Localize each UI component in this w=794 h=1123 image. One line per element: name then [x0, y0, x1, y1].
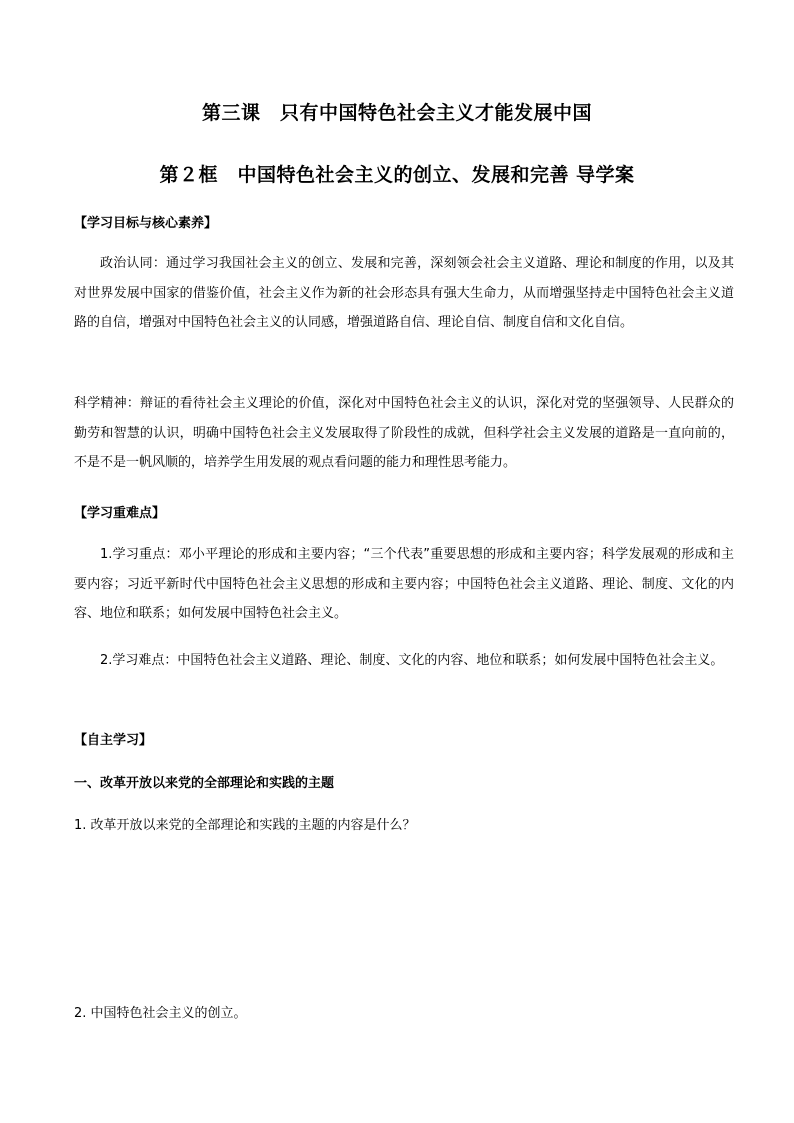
lesson-title: 第三课 只有中国特色社会主义才能发展中国 [201, 102, 592, 124]
difficulty-heading: 【学习重难点】 [74, 506, 166, 521]
question-1: 1. 改革开放以来党的全部理论和实践的主题的内容是什么？ [74, 818, 416, 833]
section-title: 第２框 中国特色社会主义的创立、发展和完善 导学案 [159, 164, 635, 186]
political-identity-paragraph: 政治认同：通过学习我国社会主义的创立、发展和完善，深刻领会社会主义道路、理论和制度的作用，以及其对世界发展中国家的借鉴价值，社会主义作为新的社会形态具有强大生命力，从而增强坚持走中国特色社会主义道路的自信，增强对中国特色社会主义的认同感，增强道路自信、理论自信、制度自信和文化自信。 [74, 256, 734, 330]
key-points-paragraph: 1.学习重点：邓小平理论的形成和主要内容；“三个代表”重要思想的形成和主要内容；科学发展观的形成和主要内容；习近平新时代中国特色社会主义思想的形成和主要内容；中国特色社会主义道路、理论、制度、文化的内容、地位和联系；如何发展中国特色社会主义。 [74, 547, 734, 621]
question-2: 2. 中国特色社会主义的创立。 [74, 1006, 247, 1021]
self-study-heading: 【自主学习】 [74, 733, 153, 748]
goals-heading: 【学习目标与核心素养】 [74, 216, 218, 231]
scientific-spirit-paragraph: 科学精神：辩证的看待社会主义理论的价值，深化对中国特色社会主义的认识，深化对党的坚强领导、人民群众的勤劳和智慧的认识，明确中国特色社会主义发展取得了阶段性的成就，但科学社会主义发展的道路是一直向前的，不是不是一帆风顺的，培养学生用发展的观点看问题的能力和理性思考能力。 [74, 396, 734, 470]
difficult-points-paragraph: 2.学习难点：中国特色社会主义道路、理论、制度、文化的内容、地位和联系；如何发展中国特色社会主义。 [100, 653, 724, 668]
part-one-heading: 一、改革开放以来党的全部理论和实践的主题 [74, 776, 335, 791]
